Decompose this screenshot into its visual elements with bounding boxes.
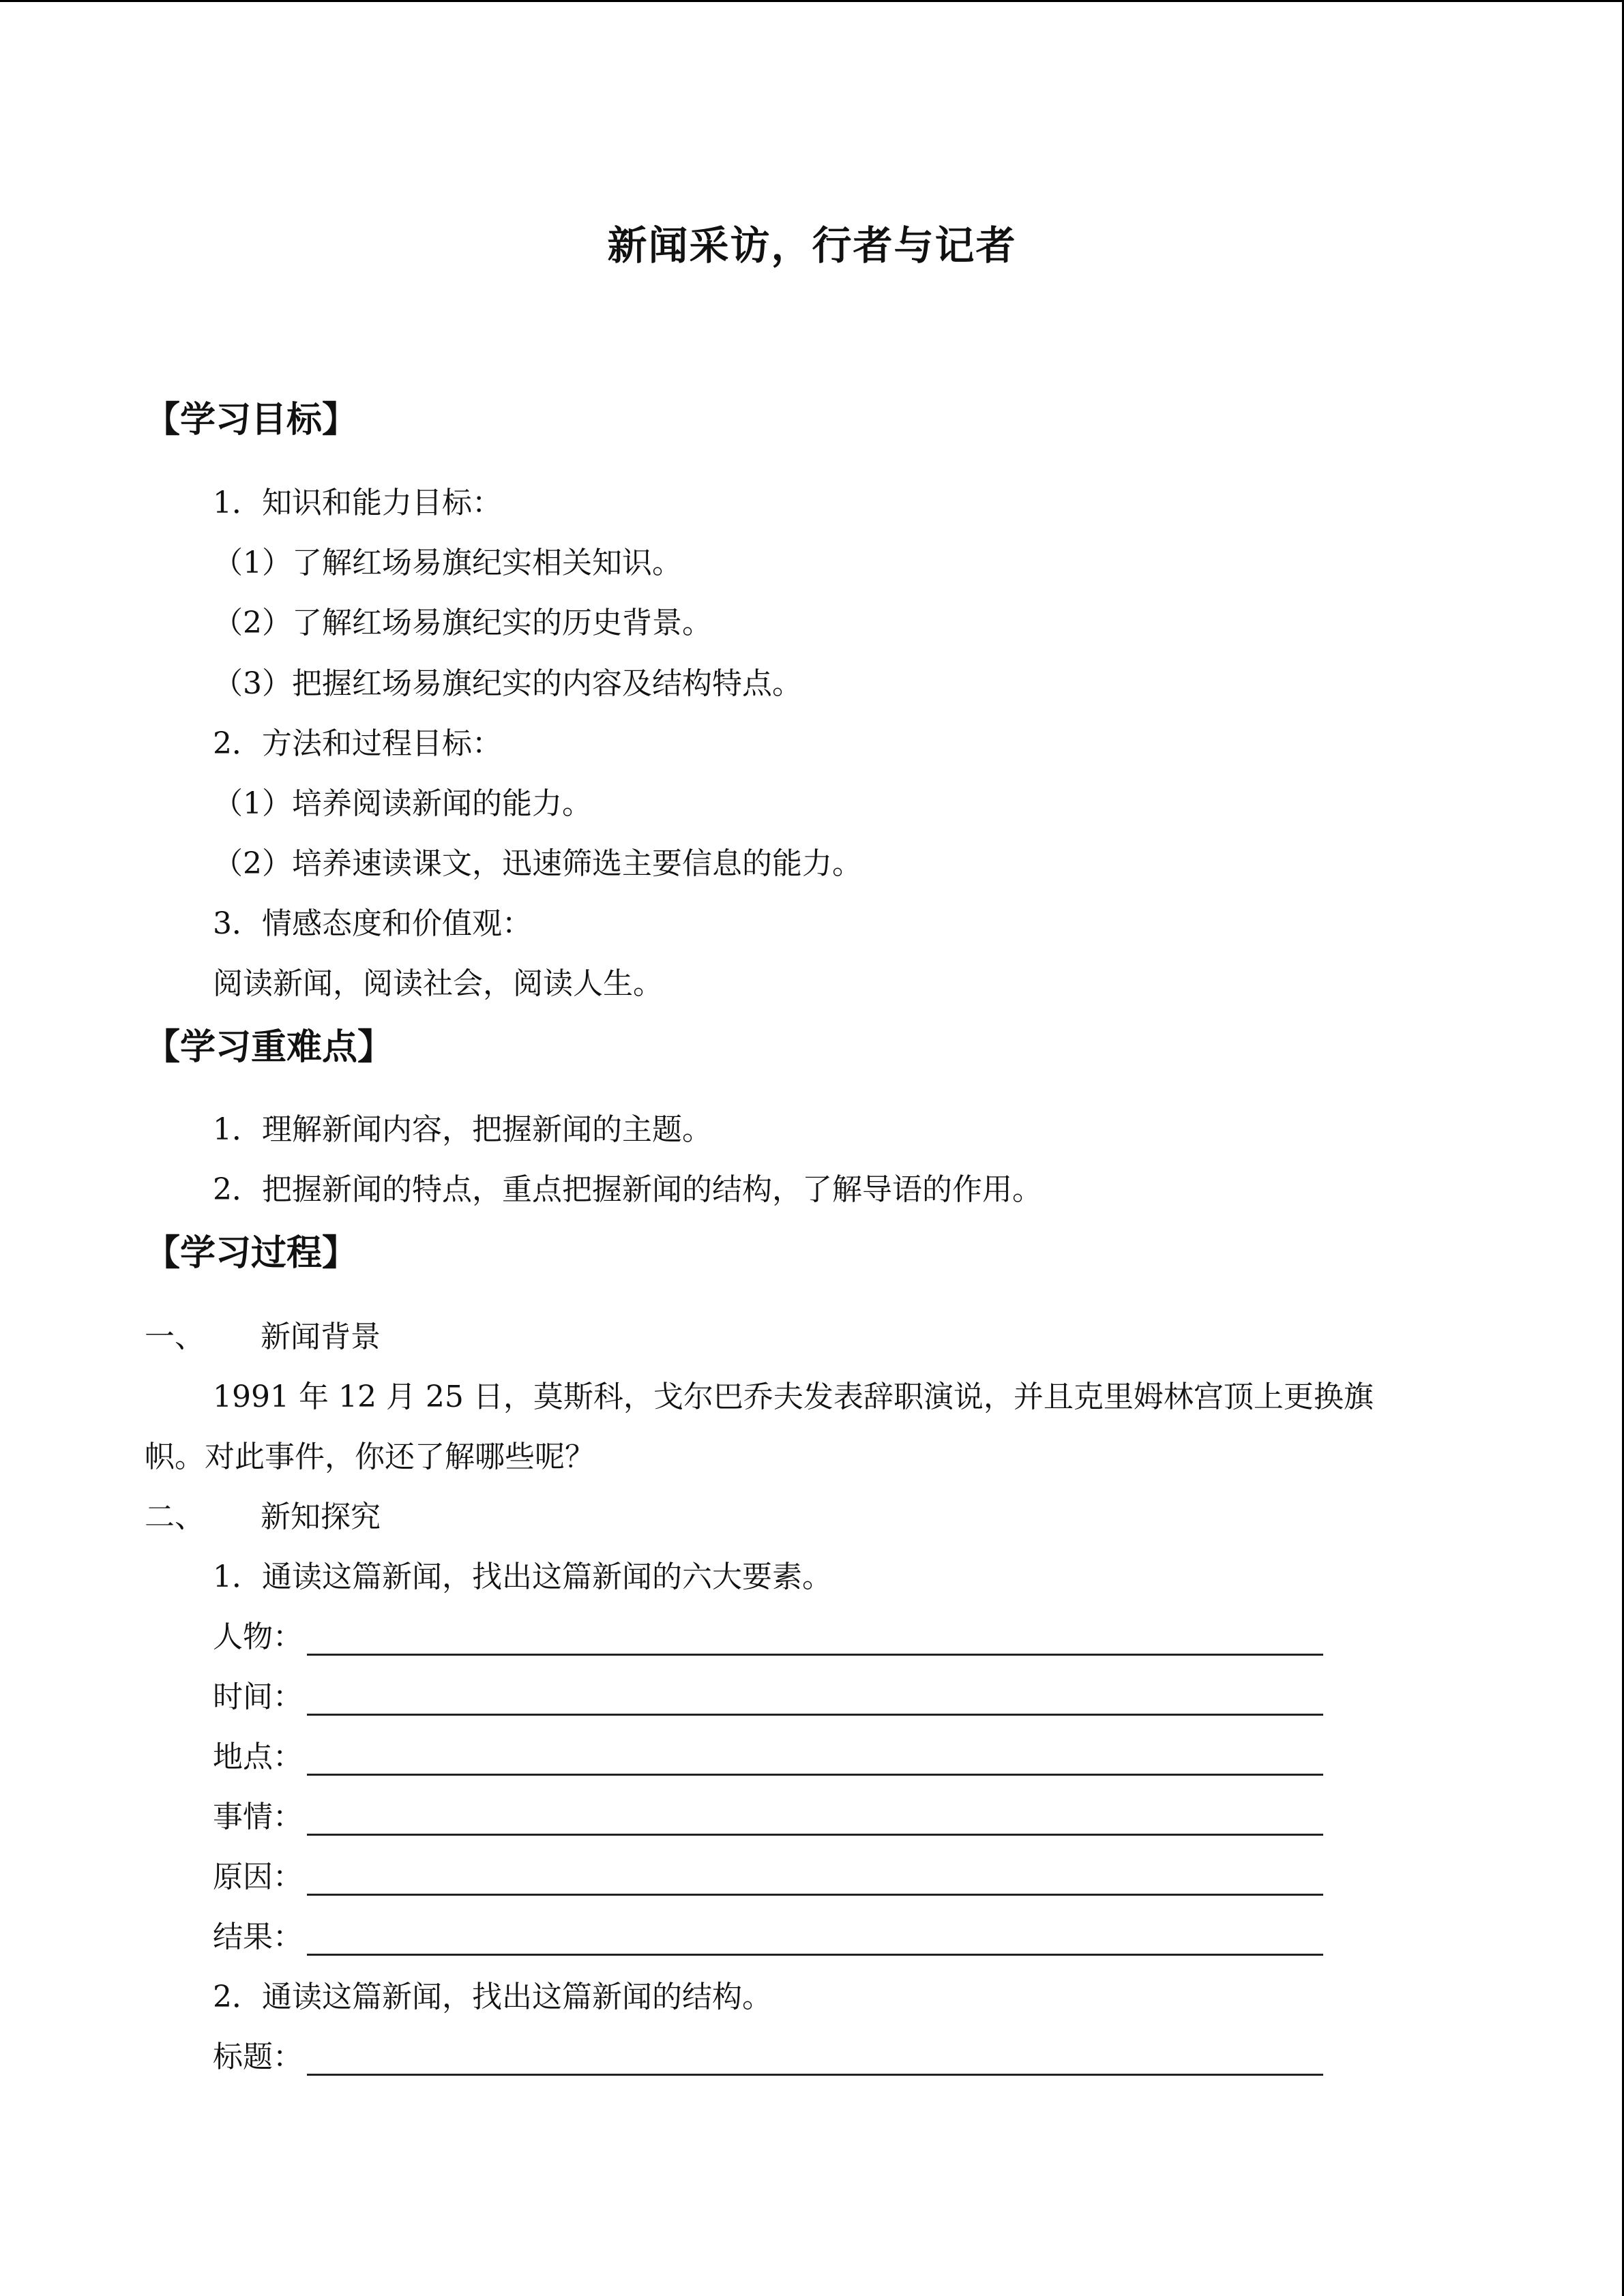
- key-point-line: 2．把握新闻的特点，重点把握新闻的结构，了解导语的作用。: [213, 1172, 1042, 1207]
- fill-label: 事情：: [213, 1800, 303, 1834]
- blank-line[interactable]: [307, 1864, 1323, 1896]
- goal-line: （1）了解红场易旗纪实相关知识。: [213, 546, 682, 580]
- goal-line: 阅读新闻，阅读社会，阅读人生。: [213, 966, 663, 1001]
- paragraph-line: 帜。对此事件，你还了解哪些呢？: [145, 1440, 595, 1474]
- blank-line[interactable]: [307, 1684, 1323, 1716]
- fill-in-row-result[interactable]: [213, 1912, 1323, 1956]
- question-line: 1．通读这篇新闻，找出这篇新闻的六大要素。: [213, 1560, 832, 1594]
- section-heading-key-points: 【学习重难点】: [145, 1026, 394, 1068]
- goal-line: 2．方法和过程目标：: [213, 726, 502, 761]
- goal-line: （2）培养速读课文，迅速筛选主要信息的能力。: [213, 846, 862, 881]
- key-point-line: 1．理解新闻内容，把握新闻的主题。: [213, 1112, 712, 1147]
- fill-in-row-cause[interactable]: [213, 1852, 1323, 1896]
- blank-line[interactable]: [307, 1744, 1323, 1776]
- goal-line: （1）培养阅读新闻的能力。: [213, 786, 592, 821]
- goal-line: 1．知识和能力目标：: [213, 486, 502, 520]
- fill-label: 地点：: [213, 1740, 303, 1774]
- part-title: 新知探究: [261, 1500, 381, 1534]
- question-line: 2．通读这篇新闻，找出这篇新闻的结构。: [213, 1980, 772, 2014]
- section-heading-goals: 【学习目标】: [145, 399, 358, 441]
- fill-in-row-person[interactable]: [213, 1612, 1323, 1656]
- fill-in-row-time[interactable]: [213, 1672, 1323, 1716]
- part-number: 二、: [145, 1500, 205, 1534]
- fill-in-row-title[interactable]: [213, 2032, 1323, 2076]
- blank-line[interactable]: [307, 1924, 1323, 1956]
- fill-in-row-place[interactable]: [213, 1732, 1323, 1776]
- fill-label: 原因：: [213, 1860, 303, 1894]
- goal-line: （3）把握红场易旗纪实的内容及结构特点。: [213, 666, 802, 701]
- part-title: 新闻背景: [261, 1320, 381, 1354]
- fill-in-row-event[interactable]: [213, 1792, 1323, 1836]
- fill-label: 结果：: [213, 1920, 303, 1954]
- fill-label: 人物：: [213, 1620, 303, 1654]
- part-number: 一、: [145, 1320, 205, 1354]
- paragraph-line: 1991 年 12 月 25 日，莫斯科，戈尔巴乔夫发表辞职演说，并且克里姆林宫顶上更换旗: [213, 1380, 1374, 1414]
- page-title: 新闻采访，行者与记者: [607, 222, 1017, 269]
- blank-line[interactable]: [307, 1804, 1323, 1836]
- goal-line: 3．情感态度和价值观：: [213, 906, 532, 941]
- blank-line[interactable]: [307, 1624, 1323, 1656]
- blank-line[interactable]: [307, 2044, 1323, 2076]
- goal-line: （2）了解红场易旗纪实的历史背景。: [213, 606, 712, 640]
- section-heading-process: 【学习过程】: [145, 1232, 358, 1274]
- fill-label: 标题：: [213, 2040, 303, 2074]
- fill-label: 时间：: [213, 1680, 303, 1714]
